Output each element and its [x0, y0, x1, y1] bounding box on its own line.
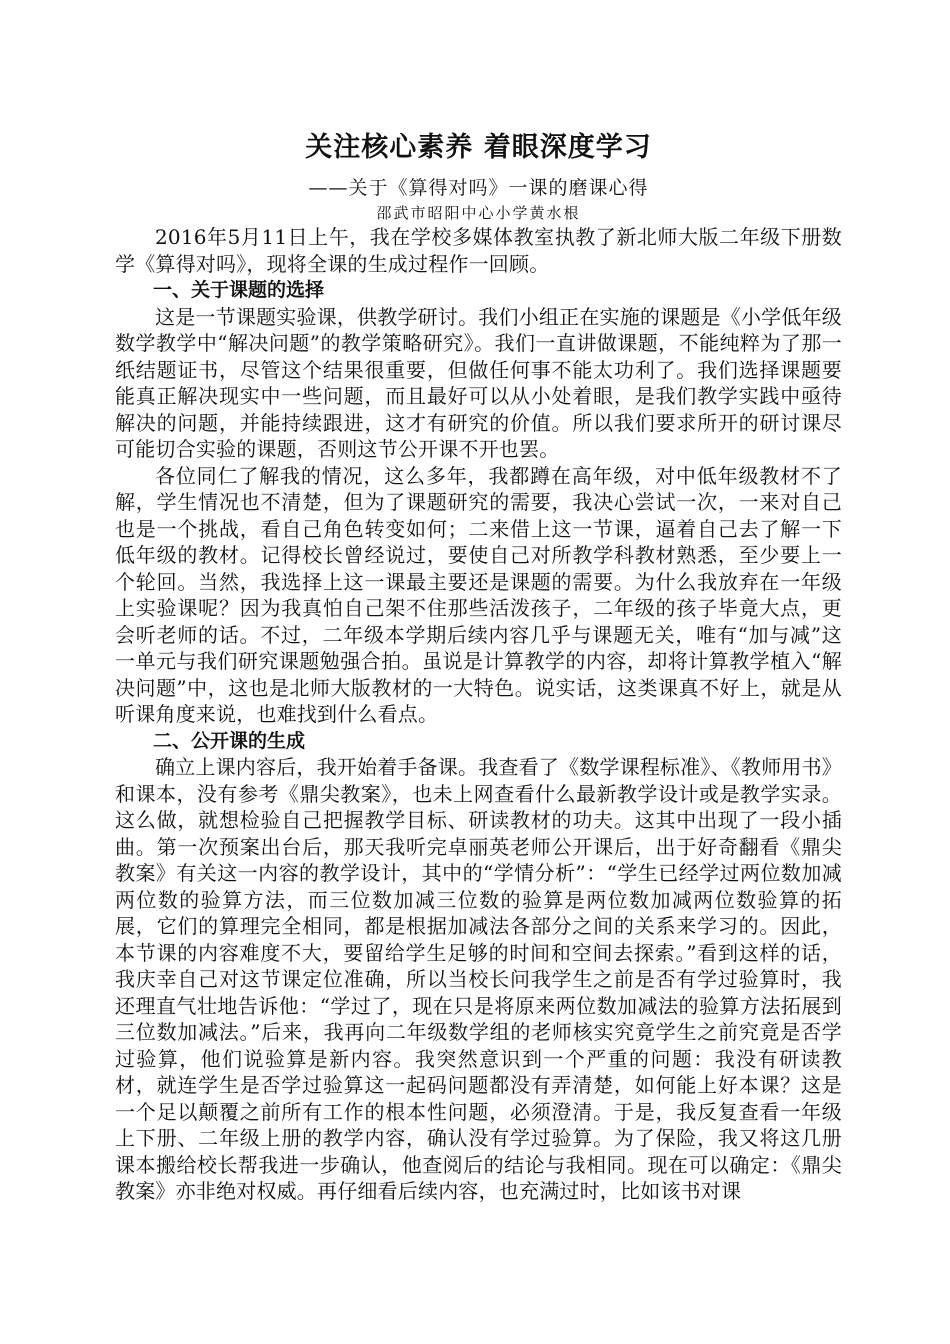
document-subtitle: ——关于《算得对吗》一课的磨课心得 [308, 177, 649, 199]
intro-paragraph: 2016年5月11日上午，我在学校多媒体教室执教了新北师大版二年级下册数学《算得对吗》，现将全课的生成过程作一回顾。 [115, 225, 842, 276]
document-title: 关注核心素养 着眼深度学习 [305, 132, 652, 163]
document-author: 邵武市昭阳中心小学黄水根 [376, 204, 581, 222]
section-heading-lesson-generation: 二、公开课的生成 [153, 729, 306, 752]
document-page [115, 128, 842, 1205]
body-paragraph: 这是一节课题实验课，供教学研讨。我们小组正在实施的课题是《小学低年级数学教学中“解决问题”的教学策略研究》。我们一直讲做课题，不能纯粹为了那一纸结题证书，尽管这个结果很重要，但做任何事不能太功利了。我们选择课题要能真正解决现实中一些问题，而且最好可以从小处着眼，是我们教学实践中亟待解决的问题，并能持续跟进，这才有研究的价值。所以我们要求所开的研讨课尽可能切合实验的课题，否则这节公开课不开也罢。 [115, 304, 842, 461]
body-paragraph: 各位同仁了解我的情况，这么多年，我都蹲在高年级，对中低年级教材不了解，学生情况也不清楚，但为了课题研究的需要，我决心尝试一次，一来对自己也是一个挑战，看自己角色转变如何；二来借上这一节课，逼着自己去了解一下低年级的教材。记得校长曾经说过，要使自己对所教学科教材熟悉，至少要上一个轮回。当然，我选择上这一课最主要还是课题的需要。为什么我放弃在一年级上实验课呢？因为我真怕自己架不住那些活泼孩子，二年级的孩子毕竟大点，更会听老师的话。不过，二年级本学期后续内容几乎与课题无关，唯有“加与减”这一单元与我们研究课题勉强合拍。虽说是计算教学的内容，却将计算教学植入“解决问题”中，这也是北师大版教材的一大特色。说实话，这类课真不好上，就是从听课角度来说，也难找到什么看点。 [115, 463, 842, 726]
body-paragraph: 确立上课内容后，我开始着手备课。我查看了《数学课程标准》、《教师用书》和课本，没有参考《鼎尖教案》，也未上网查看什么最新教学设计或是教学实录。这么做，就想检验自己把握教学目标、研读教材的功夫。这其中出现了一段小插曲。第一次预案出台后，那天我听完卓丽英老师公开课后，出于好奇翻看《鼎尖教案》有关这一内容的教学设计，其中的“学情分析”：“学生已经学过两位数加减两位数的验算方法，而三位数加减三位数的验算是两位数加减两位数验算的拓展，它们的算理完全相同，都是根据加减法各部分之间的关系来学习的。因此，本节课的内容难度不大，要留给学生足够的时间和空间去探索。”看到这样的话，我庆幸自己对这节课定位准确，所以当校长问我学生之前是否有学过验算时，我还理直气壮地告诉他：“学过了，现在只是将原来两位数加减法的验算方法拓展到三位数加减法。”后来，我再向二年级数学组的老师核实究竟学生之前究竟是否学过验算，他们说验算是新内容。我突然意识到一个严重的问题：我没有研读教材，就连学生是否学过验算这一起码问题都没有弄清楚，如何能上好本课？这是一个足以颠覆之前所有工作的根本性问题，必须澄清。于是，我反复查看一年级上下册、二年级上册的教学内容，确认没有学过验算。为了保险，我又将这几册课本搬给校长帮我进一步确认，他查阅后的结论与我相同。现在可以确定：《鼎尖教案》亦非绝对权威。再仔细看后续内容，也充满过时，比如该书对课 [115, 755, 842, 1203]
section-heading-topic-choice: 一、关于课题的选择 [153, 279, 325, 301]
